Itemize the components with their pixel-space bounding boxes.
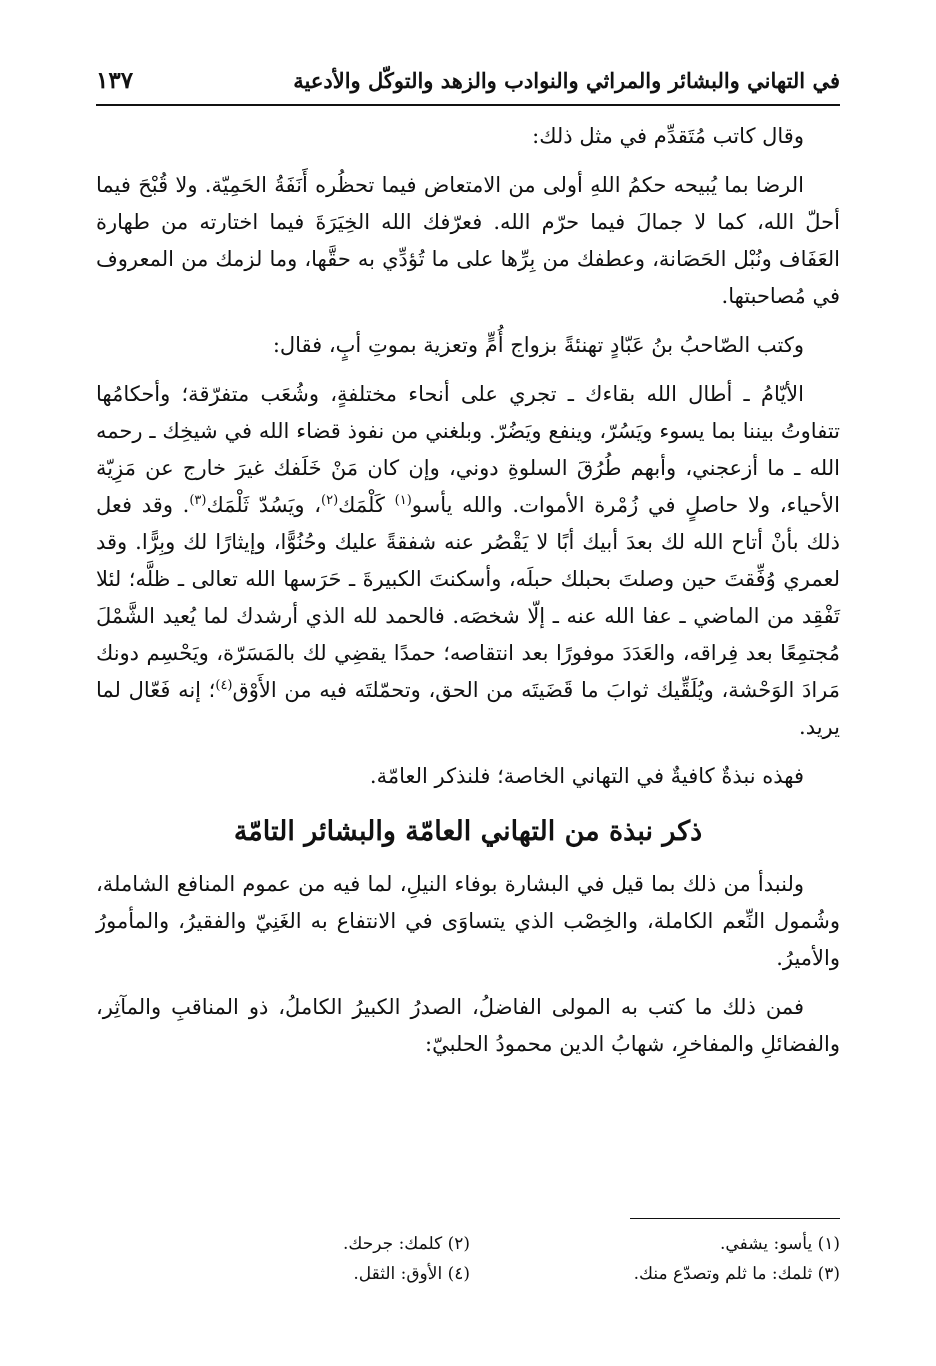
footnote-row — [96, 1259, 840, 1289]
footnote-rule — [630, 1218, 840, 1219]
footnote-marker-2: (٢) — [321, 493, 339, 508]
footnote-3: (٣) ثلمك: ما ثلم وتصدّع منك. — [633, 1264, 840, 1284]
section-heading: ذكر نبذة من التهاني العامّة والبشائر التامّة — [233, 816, 703, 847]
letter-2-part-1: الأيّامُ ـ أطال الله بقاءك ـ تجري على أنحاء مختلفةٍ، وشُعَب متفرّقة؛ وأحكامُها تتفاوتُ بيننا بما يسوء ويَسُرّ، وينفع ويَضُرّ. وبلغني من نفوذ قضاء الله في شيخِك ـ رحمه الله ـ ما أزعجني، وأبهم طُرُقَ السلوةِ دوني، وإن كان مَنْ خَلَفك غيرَ خارج عن مَزِيّة الأحياء، ولا حاصلٍ في زُمْرة الأموات. والله يأسو — [96, 382, 840, 517]
footnote-marker-4: (٤) — [215, 678, 233, 693]
paragraph-letter-2 — [96, 376, 840, 746]
running-title: في التهاني والبشائر والمراثي والنوادب والزهد والتوكّل والأدعية — [293, 67, 840, 93]
paragraph-intro-1: وقال كاتب مُتَقدِّم في مثل ذلك: — [532, 124, 804, 148]
paragraph-intro-2: وكتب الصّاحبُ بنُ عَبّادٍ تهنئةً بزواج أُمٍّ وتعزية بموتِ أبٍ، فقال: — [272, 333, 804, 357]
paragraph-letter-3-intro: فمن ذلك ما كتب به المولى الفاضلُ، الصدرُ الكبيرُ الكاملُ، ذو المناقبِ والمآثِر، والفضائلِ والمفاخرِ، شهابُ الدين محمودُ الحلبيّ: — [96, 995, 840, 1056]
footnote-marker-1: (١) — [394, 493, 412, 508]
footnote-4: (٤) الأوق: الثقل. — [353, 1264, 470, 1284]
footnotes — [96, 1218, 840, 1289]
paragraph-nile: ولنبدأ من ذلك بما قيل في البشارة بوفاء النيلِ، لما فيه من عموم المنافع الشاملة، وشُمول النِّعم الكاملة، والخِصْب الذي يتساوَى في الانتفاع به الغَنِيّ والفقيرُ، والمأمورُ والأميرُ. — [96, 872, 840, 970]
footnote-1: (١) يأسو: يشفي. — [720, 1234, 840, 1254]
footnote-2: (٢) كلمك: جرحك. — [343, 1234, 470, 1254]
letter-2-part-5: ؛ إنه فَعّال لما يريد. — [96, 678, 840, 739]
letter-2-part-2: كَلْمَك — [338, 493, 385, 517]
header-rule — [96, 104, 840, 106]
letter-2-part-4: . وقد فعل ذلك بأنْ أتاح الله لك بعدَ أبيك أبًا لا يَقْصُر عنه شفقةً عليك وحُنُوًّا، وإيثارًا لك وبِرًّا. وقد لعمري وُفِّقتَ حين وصلتَ بحبلك حبلَه، وأسكنتَ الكبيرةَ ـ حَرَسها الله تعالى ـ ظلَّه؛ لئلا تَفْقِد من الماضي ـ عفا الله عنه ـ إلّا شخصَه. فالحمد لله الذي أرشدك لما يُعيد الشَّمْلَ مُجتمِعًا بعد فِراقه، والعَدَدَ موفورًا بعد انتقاصه؛ حمدًا يقضِي لك بالمَسَرّة، ويَحْسِم دونك مَرادَ الوَحْشة، ويُلَقِّيك ثوابَ ما قَضَيتَه من الحق، وتحمّلتَه فيه من الأَوْق — [96, 493, 840, 702]
footnote-marker-3: (٣) — [189, 493, 207, 508]
letter-2-part-3: ، ويَسُدّ ثَلْمَك — [206, 493, 321, 517]
main-text — [96, 118, 840, 1075]
page-number: ١٣٧ — [96, 66, 134, 94]
paragraph-transition: فهذه نبذةٌ كافيةٌ في التهاني الخاصة؛ فلنذكر العامّة. — [369, 764, 804, 788]
paragraph-letter-1: الرضا بما يُبيحه حكمُ اللهِ أولى من الامتعاض فيما تحظُره أَنَفَةُ الحَمِيّة. ولا قُبْحَ فيما أحلّ الله، كما لا جمالَ فيما حرّم الله. فعرّفك الله الخِيَرَةَ فيما اختارته من طهارة العَفَاف ونُبْل الحَصَانة، وعطفك من بِرِّها على ما تُؤدِّي به حقَّها، وما لزمك من المعروف في مُصاحبتها. — [96, 173, 840, 308]
running-header — [96, 60, 840, 100]
footnote-row — [96, 1229, 840, 1259]
